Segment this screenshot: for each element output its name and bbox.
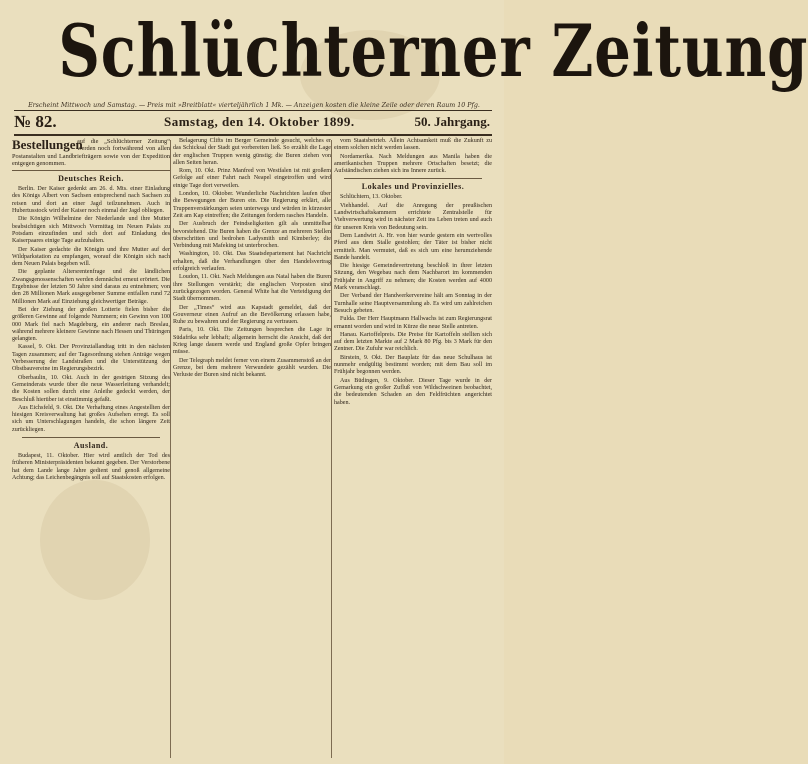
- issue-dateline: [14, 112, 492, 134]
- divider: [22, 437, 160, 438]
- column-2: [173, 138, 331, 760]
- article-paragraph: Kassel, 9. Okt. Der Provinziallandtag tritt in den nächsten Tagen zusammen; auf der Tagesordnung stehen Anträge wegen Verbesserung der Landstraßen und die Unterstützung der Obstbauvereine im Regierungsbezirk.: [12, 344, 170, 373]
- article-paragraph: Die Königin Wilhelmine der Niederlande und ihre Mutter beabsichtigen sich Mittwoch Vormittag im Neuen Palais zu Potsdam einzufinden und sich dort auf Einladung des Kaiserpaares einige Tage aufzuhalten.: [12, 216, 170, 245]
- section-heading: Ausland.: [73, 440, 109, 450]
- article-paragraph: Washington, 10. Okt. Das Staatsdepartement hat Nachricht erhalten, daß die Verhandlungen über den Handelsvertrag erfolgreich verlaufen.: [173, 251, 331, 273]
- article-paragraph: Schlüchtern, 13. Oktober.: [340, 194, 403, 201]
- article-paragraph: Viehhandel. Auf die Anregung der preußischen Landwirtschaftskammern errichtete Zentralstelle für Viehverwertung wird in nächster Zeit ins Leben treten und auch für unseren Kreis von Bedeutung sein.: [334, 202, 492, 231]
- notice-text: auf die „Schlüchterner Zeitung“ werden noch fortwährend von allen Postanstalten und Landbriefträgern sowie von der Expedition entgegen genommen.: [12, 138, 170, 167]
- article-paragraph: Die geplante Altersrentenfrage und die ländlichen Zwangsgenossenschaften werden demnächst erneut erörtert. Die Ergebnisse der letzten 50 Jahre sind daraus zu entnehmen; von den 28 Millionen Mark ausgegebener Summe entfallen rund 72 Millionen Mark auf Einziehung gleichwertiger Beträge.: [12, 269, 170, 305]
- column-1: [12, 138, 170, 760]
- masthead-title: Schlüchterner Zeitung: [58, 8, 808, 93]
- article-paragraph: vom Staatsbetrieb. Allein Achtsamkeit muß die Zukunft zu einem solchen nicht werden lassen.: [334, 138, 492, 152]
- section-heading: Deutsches Reich.: [58, 174, 124, 184]
- notice-title: Bestellungen: [12, 137, 83, 152]
- article-paragraph: Der Kaiser gedachte die Königin und ihre Mutter auf der Wildparkstation zu empfangen, worauf die Königin sich nach dem Neuen Palais begeben will.: [12, 246, 170, 268]
- divider: [14, 110, 492, 111]
- article-paragraph: Belagerung Clifts im Berger Gemeinde gesucht, welches er das Schicksal der Stadt gut vorbereiten ließ. So erzählt die Lage der englischen Truppen wenig günstig; die Buren ziehen von allen Seiten heran.: [173, 138, 331, 166]
- section-heading: Lokales und Provinzielles.: [361, 182, 465, 192]
- article-paragraph: Der Telegraph meldet ferner von einem Zusammenstoß an der Grenze, bei dem mehrere Verwundete gezählt wurden. Die Verluste der Buren sind nicht bekannt.: [173, 357, 331, 379]
- column-divider: [331, 140, 332, 758]
- issue-date: Samstag, den 14. Oktober 1899.: [164, 114, 355, 129]
- article-paragraph: Rom, 10. Okt. Prinz Manfred von Westfalen ist mit großem Gefolge auf einer Fahrt nach Neapel eingetroffen und wird einige Tage dort verweilen.: [173, 168, 331, 189]
- article-paragraph: Loudon, 11. Okt. Nach Meldungen aus Natal haben die Buren ihre Stellungen verstärkt; die englischen Vorposten sind zurückgezogen worden. General White hat die Verteidigung der Stadt übernommen.: [173, 274, 331, 303]
- article-paragraph: Bei der Ziehung der großen Lotterie fielen bisher die größeren Gewinne auf folgende Nummern; ein Gewinn von 100 000 Mark fiel nach Magdeburg, ein anderer nach Breslau, während mehrere kleinere Gewinne nach Hessen und Thüringen gelangten.: [12, 306, 170, 343]
- article-paragraph: Der Verband der Handwerkervereine hält am Sonntag in der Turnhalle seine Hauptversammlung ab. Es wird um zahlreichen Besuch gebeten.: [334, 293, 492, 314]
- column-divider: [170, 140, 171, 758]
- article-paragraph: Oberbaulin, 10. Okt. Auch in der gestrigen Sitzung des Gemeinderats wurde über die neue Wasserleitung verhandelt; die Kosten sollen durch eine Anleihe gedeckt werden, der Beschluß hierüber ist einstimmig gefaßt.: [12, 374, 170, 403]
- article-paragraph: Dem Landwirt A. Hr. von hier wurde gestern ein wertvolles Pferd aus dem Stalle gestohlen; der Täter ist bisher nicht ermittelt. Man vermutet, daß es sich um eine herumziehende Bande handelt.: [334, 232, 492, 261]
- article-paragraph: Aus Büdingen, 9. Oktober. Dieser Tage wurde in der Gemarkung ein großer Zufluß von Wildschweinen beobachtet, die bedeutenden Schaden an den Feldfrüchten angerichtet haben.: [334, 377, 492, 406]
- article-paragraph: Aus Eichsfeld, 9. Okt. Die Verhaftung eines Angestellten der hiesigen Kreisverwaltung hat großes Aufsehen erregt. Es soll sich um Unterschlagungen handeln, die schon längere Zeit zurückliegen.: [12, 404, 170, 433]
- article-paragraph: Paris, 10. Okt. Die Zeitungen besprechen die Lage in Südafrika sehr lebhaft; allgemein herrscht die Ansicht, daß der Krieg lange dauern werde und England große Opfer bringen müsse.: [173, 327, 331, 356]
- subscription-notice: [12, 138, 170, 171]
- article-paragraph: Birstein, 9. Okt. Der Bauplatz für das neue Schulhaus ist nunmehr endgültig bestimmt worden; mit dem Bau soll im Frühjahr begonnen werden.: [334, 354, 492, 376]
- article-paragraph: Fulda. Der Herr Hauptmann Hallwachs ist zum Regierungsrat ernannt worden und wird in Kürze die neue Stelle antreten.: [334, 316, 492, 330]
- column-3: [334, 138, 492, 760]
- article-paragraph: Hanau. Kartoffelpreis. Die Preise für Kartoffeln stellten sich auf dem letzten Markte auf 2 Mark 80 Pfg. bis 3 Mark für den Zentner. Die Zufuhr war reichlich.: [334, 331, 492, 353]
- article-paragraph: Der „Times“ wird aus Kapstadt gemeldet, daß der Gouverneur einen Aufruf an die Bevölkerung erlassen habe, Ruhe zu bewahren und der Regierung zu vertrauen.: [173, 304, 331, 326]
- article-paragraph: Nordamerika. Nach Meldungen aus Manila haben die amerikanischen Truppen mehrere Ortschaften besetzt; die Aufständischen ziehen sich ins Innere zurück.: [334, 153, 492, 175]
- publication-info: Erscheint Mittwoch und Samstag. — Preis mit »Breitblatt« vierteljährlich 1 Mk. — Anzeigen kosten die kleine Zeile oder deren Raum 10 Pfg.: [28, 102, 480, 109]
- article-paragraph: London, 10. Oktober. Wunderliche Nachrichten laufen über die Bewegungen der Buren ein. Die Regierung erklärt, alle Truppenverstärkungen seien unterwegs und würden in kürzester Zeit am Kap eintreffen; die Zeitungen fordern rasches Handeln.: [173, 191, 331, 219]
- issue-volume: 50. Jahrgang.: [414, 114, 490, 129]
- issue-number: № 82.: [14, 112, 57, 131]
- article-paragraph: Die hiesige Gemeindevertretung beschloß in ihrer letzten Sitzung, den Wegebau nach dem Nachbarort im kommenden Frühjahr in Angriff zu nehmen; die Kosten werden auf 4000 Mark veranschlagt.: [334, 263, 492, 292]
- article-paragraph: Budapest, 11. Oktober. Hier wird amtlich der Tod des früheren Ministerpräsidenten bekannt gegeben. Der Verstorbene hat dem Lande lange Jahre gedient und genoß allgemeine Achtung; das Leichenbegängnis soll auf Staatskosten erfolgen.: [12, 452, 170, 481]
- article-paragraph: Berlin. Der Kaiser gedenkt am 26. d. Mts. einer Einladung des Königs Albert von Sachsen entsprechend nach Sachsen zu reisen und dort an einer Jagd teilzunehmen. Auch in Hubertusstock wird der Kaiser noch einmal der Jagd obliegen.: [12, 186, 170, 215]
- article-paragraph: Der Ausbruch der Feindseligkeiten gilt als unmittelbar bevorstehend. Die Buren haben die Grenze an mehreren Stellen überschritten und bedrohen Ladysmith und Kimberley; die Verbindung mit Mafeking ist unterbrochen.: [173, 221, 331, 250]
- divider: [14, 134, 492, 136]
- divider: [344, 178, 482, 179]
